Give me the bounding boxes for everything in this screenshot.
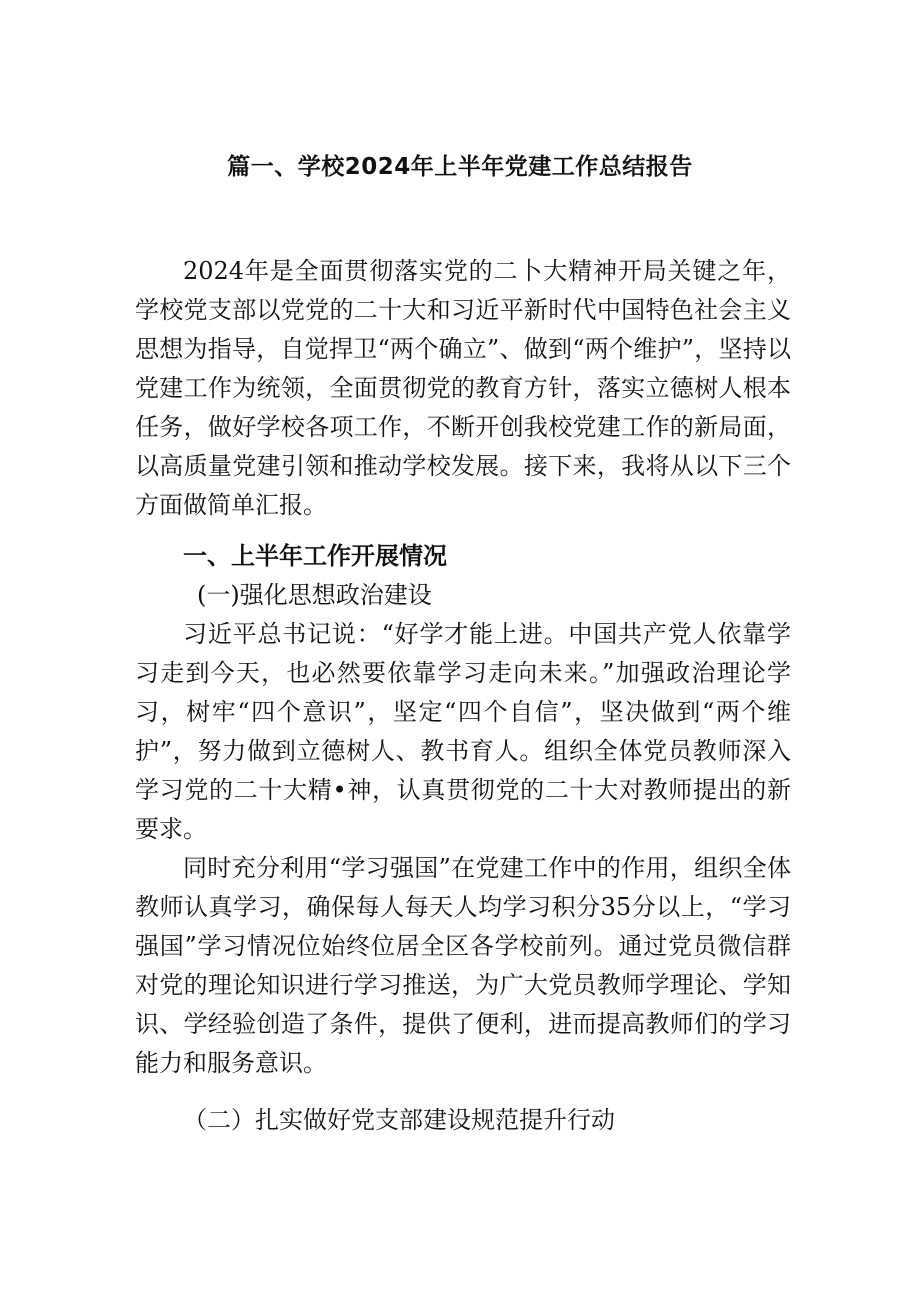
body-paragraph-2: 同时充分利用“学习强国”在党建工作中的作用，组织全体教师认真学习，确保每人每天人均学习积分35分以上，“学习强国”学习情况位始终位居全区各学校前列。通过党员微信群对党的理论知识进行学习推送，为广大党员教师学理论、学知识、学经验创造了条件，提供了便利，进而提高教师们的学习能力和服务意识。 [135,854,791,1077]
subsection-heading-2: （二）扎实做好党支部建设规范提升行动 [183,1106,615,1134]
intro-paragraph: 2024年是全面贯彻落实党的二卜大精神开局关键之年，学校党支部以党党的二十大和习近平新时代中国特色社会主义思想为指导，自觉捍卫“两个确立”、做到“两个维护”，坚持以党建工作为统领，全面贯彻党的教育方针，落实立德树人根本任务，做好学校各项工作，不断开创我校党建工作的新局面，以高质量党建引领和推动学校发展。接下来，我将从以下三个方面做简单汇报。 [135,257,791,519]
document-body [135,252,791,1140]
subsection-heading-1: (一)强化思想政治建设 [197,581,432,609]
body-paragraph-1: 习近平总书记说：“好学才能上进。中国共产党人依靠学习走到今天，也必然要依靠学习走向未来。”加强政治理论学习，树牢“四个意识”，坚定“四个自信”，坚决做到“两个维护”，努力做到立德树人、教书育人。组织全体党员教师深入学习党的二十大精•神，认真贯彻党的二十大对教师提出的新要求。 [135,620,791,843]
section-heading-1: 一、上半年工作开展情况 [183,542,447,570]
document-title: 篇一、学校2024年上半年党建工作总结报告 [227,154,693,180]
